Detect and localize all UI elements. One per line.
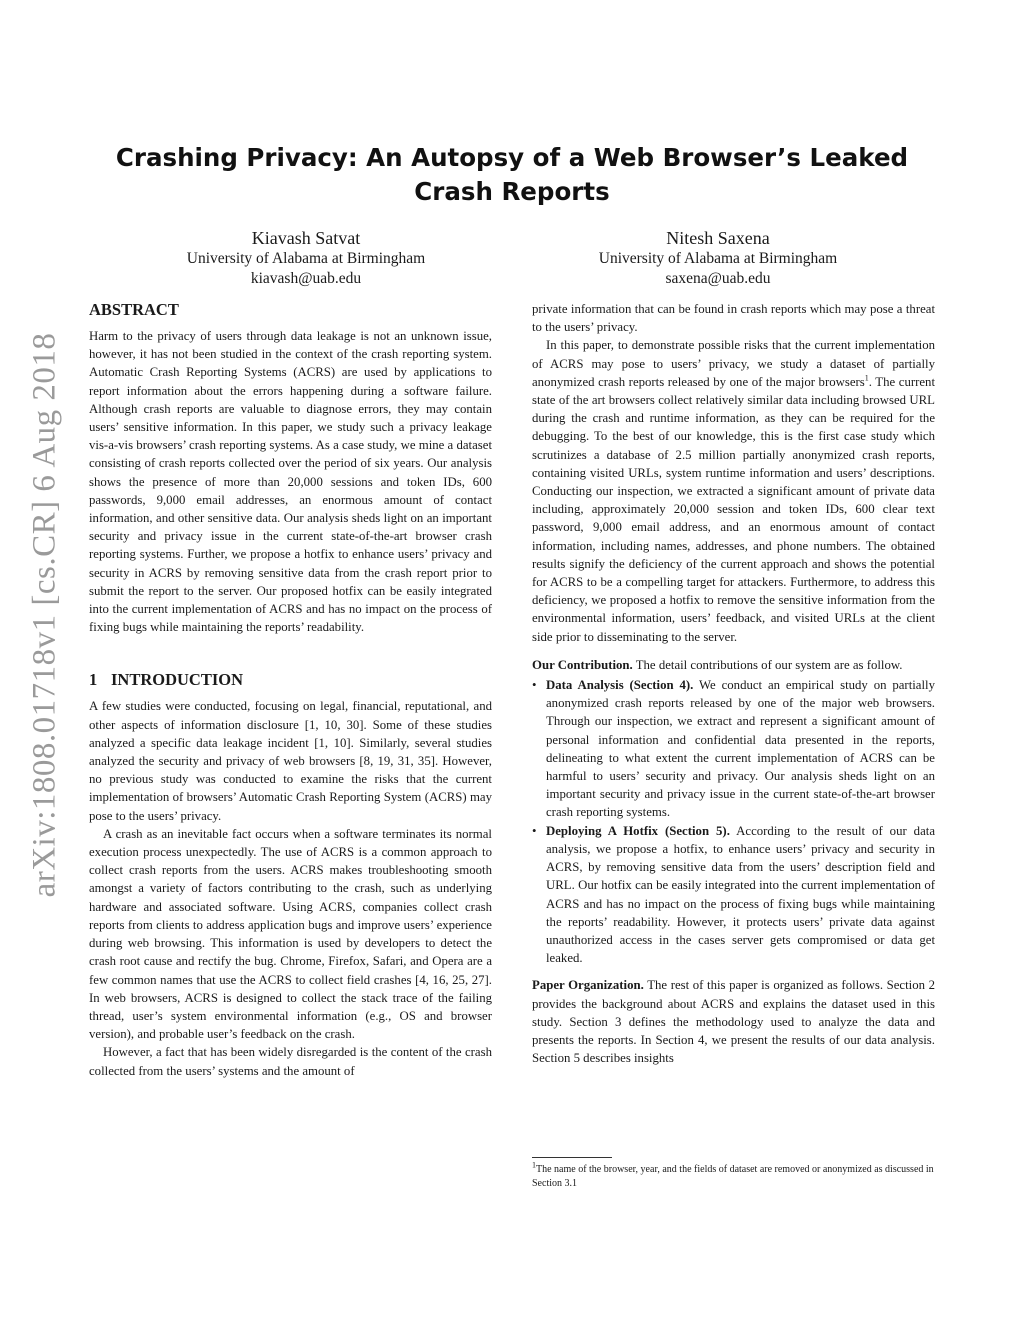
section-number: 1 bbox=[89, 670, 98, 690]
paper-overview-paragraph: In this paper, to demonstrate possible risks that the current implementation of ACRS may pose to users’ privacy, we study a dataset of partially anonymized crash reports released by one of the major browsers$^1$. The current state of the art browsers collect relatively similar data including browsed URL during the crash and runtime information, as they can be required for the debugging. To the best of our knowledge, this is the first case study which scrutinizes a database of 2.5 million partially anonymized crash reports, containing visited URLs, system runtime information and users’ descriptions. Conducting our inspection, we extracted a significant amount of private data including, approximately 20,000 session and token IDs, 600 clear text password, 9,000 email address, and an enormous amount of contact information, including names, addresses, and phone numbers. The obtained results signify the deficiency of the current approach and shows the potential for ACRS to be a compelling target for attackers. Furthermore, to address this deficiency, we proposed a hotfix to remove the sensitive information from the environmental information, users’ feedback, and visited URLs at the client side prior to disseminating to the server. bbox=[532, 338, 936, 644]
abstract-text: Harm to the privacy of users through data leakage is not an unknown issue, however, it has not been studied in the context of the crash reporting system. Automatic Crash Reporting Systems (ACRS) are used by applications to report information about the errors happening during a software failure. Although crash reports are valuable to diagnose errors, they may contain users’ sensitive information. In this paper, we study such a privacy leakage vis-a-vis browsers’ crash reporting systems. As a case study, we mine a dataset consisting of crash reports collected over the period of six years. Our analysis shows the presence of more than 20,000 sessions and token IDs, 600 passwords, 9,000 email addresses, an enormous amount of contact information, and other sensitive data. Our analysis sheds light on an important security and privacy issue in the current state-of-the-art browser crash reporting systems. Further, we propose a hotfix to enhance users’ privacy and security in ACRS by removing sensitive data from the crash report prior to submit the report to the server. Our proposed hotfix can be easily integrated into the current implementation of ACRS and has no impact on the process of fixing bugs while maintaining the reports’ readability. bbox=[89, 329, 492, 635]
author-email: saxena@uab.edu bbox=[665, 270, 771, 287]
contribution-list bbox=[532, 676, 935, 967]
right-column bbox=[532, 300, 935, 1067]
footnote-text: The name of the browser, year, and the fields of dataset are removed or anonymized as discussed in Section 3.1 bbox=[532, 1164, 934, 1189]
section-title: INTRODUCTION bbox=[111, 670, 244, 690]
paper-title: Crashing Privacy: An Autopsy of a Web Browser’s Leaked Crash Reports bbox=[115, 143, 909, 206]
author-name: Nitesh Saxena bbox=[666, 228, 770, 248]
continuation-paragraph: private information that can be found in crash reports which may pose a threat to the users’ privacy. bbox=[532, 302, 935, 335]
author-block-1 bbox=[106, 227, 506, 289]
author-affiliation: University of Alabama at Birmingham bbox=[186, 250, 426, 267]
list-item: • Deploying A Hotfix (Section 5). According to the result of our data analysis, we propose a hotfix, to enhance users’ privacy and security in ACRS, by removing sensitive data from the users’ description field and URL. Our hotfix can be easily integrated into the current implementation of ACRS and has no impact on the process of fixing bugs while maintaining the reports’ readability. However, it protects users’ private data against unauthorized access in the cases server gets compromised or data get leaked. bbox=[532, 823, 935, 966]
organization-paragraph: Paper Organization. The rest of this paper is organized as follows. Section 2 provides the background about ACRS and explains the dataset used in this study. Section 3 defines the methodology used to analyze the data and presents the reports. In Section 4, we present the results of our data analysis. Section 5 describes insights bbox=[532, 978, 936, 1066]
footnote-number: 1 bbox=[532, 1160, 536, 1170]
intro-paragraph-3: However, a fact that has been widely disregarded is the content of the crash collected from the users’ systems and the amount of bbox=[89, 1045, 492, 1078]
author-email: kiavash@uab.edu bbox=[250, 270, 362, 287]
organization-runhead: Paper Organization. bbox=[532, 978, 644, 993]
arxiv-identifier: arXiv:1808.01718v1 [cs.CR] 6 Aug 2018 bbox=[26, 332, 63, 898]
author-block-2 bbox=[518, 227, 918, 289]
list-item: • Data Analysis (Section 4). We conduct an empirical study on partially anonymized crash reports released by one of the major web browsers. Through our inspection, we extract and represent a significant amount of personal information and confidential data presented in the reports, delineating to what extent the current implementation of ACRS can be harmful to users’ security and privacy. Our analysis sheds light on an important security and privacy issue in the current state-of-the-art browser crash reporting systems. bbox=[532, 678, 935, 820]
bullet-icon: • bbox=[532, 678, 537, 693]
footnote bbox=[532, 1160, 935, 1190]
contribution-paragraph: Our Contribution. The detail contributions of our system are as follow. bbox=[532, 657, 903, 672]
footnote-rule bbox=[532, 1157, 612, 1158]
author-affiliation: University of Alabama at Birmingham bbox=[598, 250, 838, 267]
arxiv-sidebar bbox=[20, 320, 70, 910]
intro-paragraph-2: A crash as an inevitable fact occurs when a software terminates its normal execution process unexpectedly. The use of ACRS is a common approach to collect crash reports from the users. ACRS makes troubleshooting smooth amongst a variety of factors contributing to the crash, such as underlying hardware and associated software. Using ACRS, companies collect crash reports from clients to address application bugs and improve users’ experience during web browsing. This information is used by developers to detect the crash root cause and rectify the bug. Chrome, Firefox, Safari, and Opera are a few common names that use the ACRS to collect field crashes [4, 16, 25, 27]. In web browsers, ACRS is designed to collect the stack trace of the failing thread, user’s system environmental information (e.g., OS and browser version), and probable user’s feedback on the crash. bbox=[89, 826, 492, 1042]
author-name: Kiavash Satvat bbox=[251, 228, 361, 248]
left-column bbox=[89, 300, 492, 1080]
abstract-heading: ABSTRACT bbox=[89, 300, 179, 319]
intro-paragraph-1: A few studies were conducted, focusing on legal, financial, reputational, and other aspects of information disclosure [1, 10, 30]. Some of these studies analyzed a specific data leakage incident [1, 10]. Similarly, several studies analyzed the security and privacy of web browsers [8, 19, 31, 35]. However, no previous study was conducted to examine the risks that the current implementation of browsers’ Automatic Crash Reporting System (ACRS) may pose to the users’ privacy. bbox=[89, 699, 492, 823]
introduction-heading bbox=[89, 670, 492, 690]
bullet-icon: • bbox=[532, 823, 537, 838]
contribution-runhead: Our Contribution. bbox=[532, 657, 633, 672]
footnote-marker: 1 bbox=[864, 373, 869, 383]
